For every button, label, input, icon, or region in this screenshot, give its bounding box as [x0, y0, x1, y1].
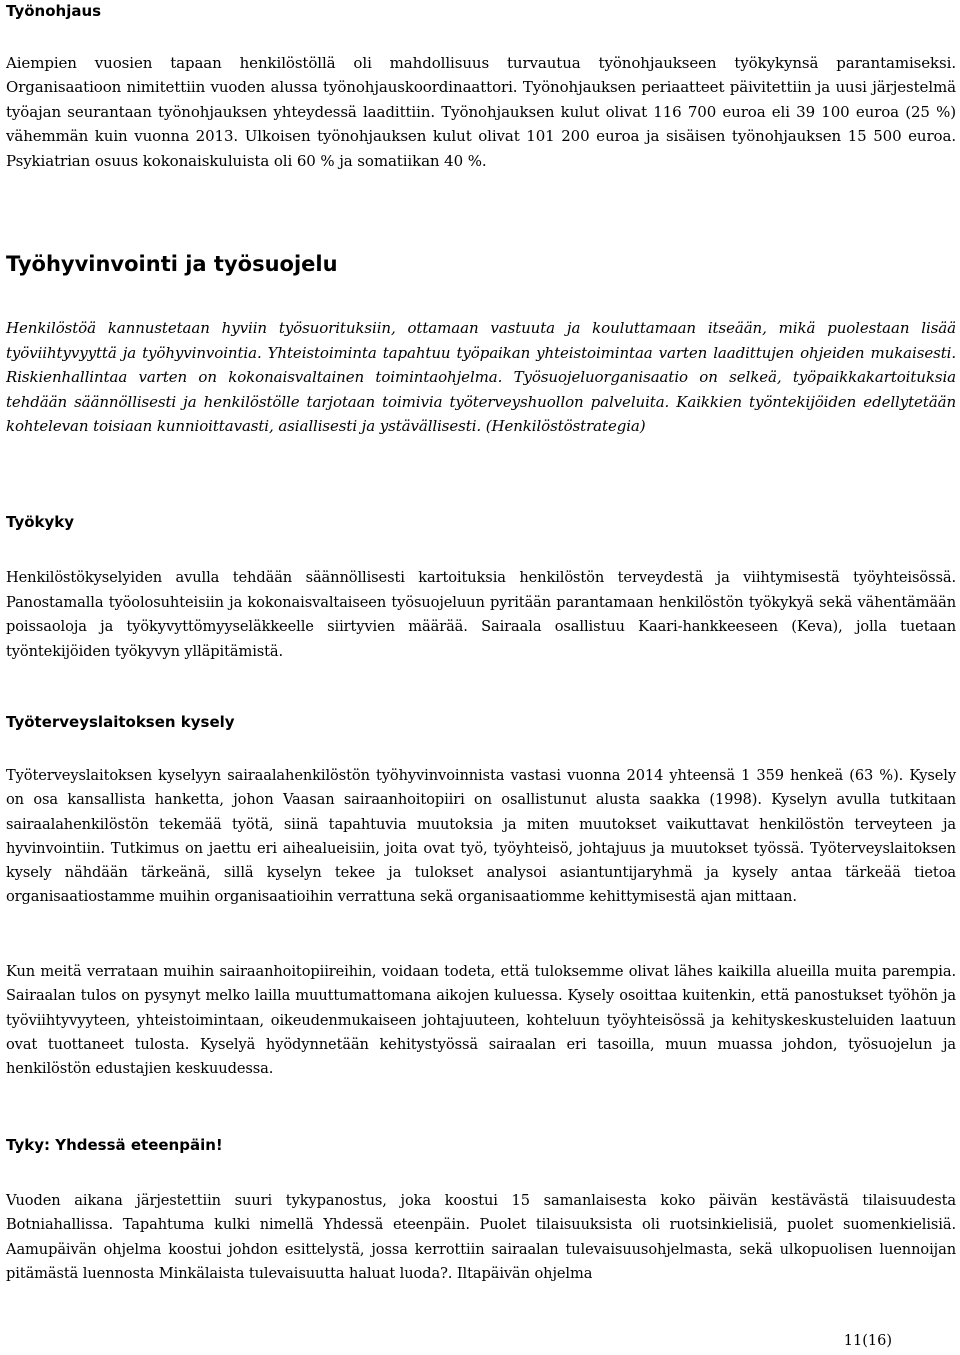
section-heading-tyokyky: Työkyky: [6, 513, 75, 531]
paragraph-tyonohjaus: Aiempien vuosien tapaan henkilöstöllä oli mahdollisuus turvautua työnohjaukseen työkykynsä parantamiseksi. Organisaatioon nimitettiin vuoden alussa työnohjauskoordinaattori. Työnohjauksen periaatteet päivitettiin ja uusi järjestelmä työajan seurantaan työnohjauksen yhteydessä laadittiin. Työnohjauksen kulut olivat 116 700 euroa eli 39 100 euroa (25 %) vähemmän kuin vuonna 2013. Ulkoisen työnohjauksen kulut olivat 101 200 euroa ja sisäisen työnohjauksen 15 500 euroa. Psykiatrian osuus kokonaiskuluista oli 60 % ja somatiikan 40 %.: [6, 54, 956, 170]
paragraph-tyohyvinvointi: Henkilöstöä kannustetaan hyviin työsuorituksiin, ottamaan vastuuta ja kouluttamaan itseään, mikä puolestaan lisää työviihtyvyyttä ja työhyvinvointia. Yhteistoiminta tapahtuu työpaikan yhteistoimintaa varten laadittujen ohjeiden mukaisesti. Riskienhallintaa varten on kokonaisvaltainen toimintaohjelma. Työsuojeluorganisaatio on selkeä, työpaikkakartoituksia tehdään säännöllisesti ja henkilöstölle tarjotaan toimivia työterveyshuollon palveluita. Kaikkien työntekijöiden edellytetään kohtelevan toisiaan kunnioittavasti, asiallisesti ja ystävällisesti. (Henkilöstöstrategia): [6, 319, 956, 435]
section-heading-tyoterveyslaitos: Työterveyslaitoksen kysely: [6, 713, 235, 731]
paragraph-tyoterveyslaitos-2: Kun meitä verrataan muihin sairaanhoitopiireihin, voidaan todeta, että tuloksemme olivat lähes kaikilla alueilla muita parempia. Sairaalan tulos on pysynyt melko lailla muuttumattomana aikojen kuluessa. Kysely osoittaa kuitenkin, että panostukset työhön ja työviihtyvyyteen, yhteistoimintaan, oikeudenmukaiseen johtajuuteen, kohteluun työyhteisössä ja kehityskeskusteluiden laatuun ovat tuottaneet tulosta. Kyselyä hyödynnetään kehitystyössä sairaalan eri tasoilla, muun muassa johdon, työsuojelun ja henkilöstön edustajien keskuudessa.: [6, 963, 956, 1078]
page-number: 11(16): [843, 1333, 892, 1349]
paragraph-tyokyky: Henkilöstökyselyiden avulla tehdään säännöllisesti kartoituksia henkilöstön terveydestä ja viihtymisestä työyhteisössä. Panostamalla työolosuhteisiin ja kokonaisvaltaiseen työsuojeluun pyritään parantamaan henkilöstön työkykyä sekä vähentämään poissaoloja ja työkyvyttömyyseläkkeelle siirtyvien määrää. Sairaala osallistuu Kaari-hankkeeseen (Keva), jolla tuetaan työntekijöiden työkyvyn ylläpitämistä.: [6, 569, 956, 660]
paragraph-tyoterveyslaitos-1: Työterveyslaitoksen kyselyyn sairaalahenkilöstön työhyvinvoinnista vastasi vuonna 2014 yhteensä 1 359 henkeä (63 %). Kysely on osa kansallista hanketta, johon Vaasan sairaanhoitopiiri on osallistunut alusta saakka (1998). Kyselyn avulla tutkitaan sairaalahenkilöstön tekemää työtä, siinä tapahtuvia muutoksia ja miten muutokset vaikuttavat henkilöstön terveyteen ja hyvinvointiin. Tutkimus on jaettu eri aihealueisiin, joita ovat työ, työyhteisö, johtajuus ja muutokset työssä. Työterveyslaitoksen kysely nähdään tärkeänä, sillä kyselyn tekee ja tulokset analysoi asiantuntijaryhmä ja kysely antaa tärkeää tietoa organisaatiostamme muihin organisaatioihin verrattuna sekä organisaatiomme kehittymisestä ajan mittaan.: [6, 767, 956, 906]
section-heading-tyohyvinvointi: Työhyvinvointi ja työsuojelu: [6, 252, 338, 276]
section-heading-tyky: Tyky: Yhdessä eteenpäin!: [6, 1136, 223, 1154]
paragraph-tyky: Vuoden aikana järjestettiin suuri tykypanostus, joka koostui 15 samanlaisesta koko päivän kestävästä tilaisuudesta Botniahallissa. Tapahtuma kulki nimellä Yhdessä eteenpäin. Puolet tilaisuuksista oli ruotsinkielisiä, puolet suomenkielisiä. Aamupäivän ohjelma koostui johdon esittelystä, jossa kerrottiin sairaalan tulevaisuusohjelmasta, sekä ulkopuolisen luennoijan pitämästä luennosta Minkälaista tulevaisuutta haluat luoda?. Iltapäivän ohjelma: [6, 1192, 956, 1283]
section-heading-tyonohjaus: Työnohjaus: [6, 2, 102, 20]
